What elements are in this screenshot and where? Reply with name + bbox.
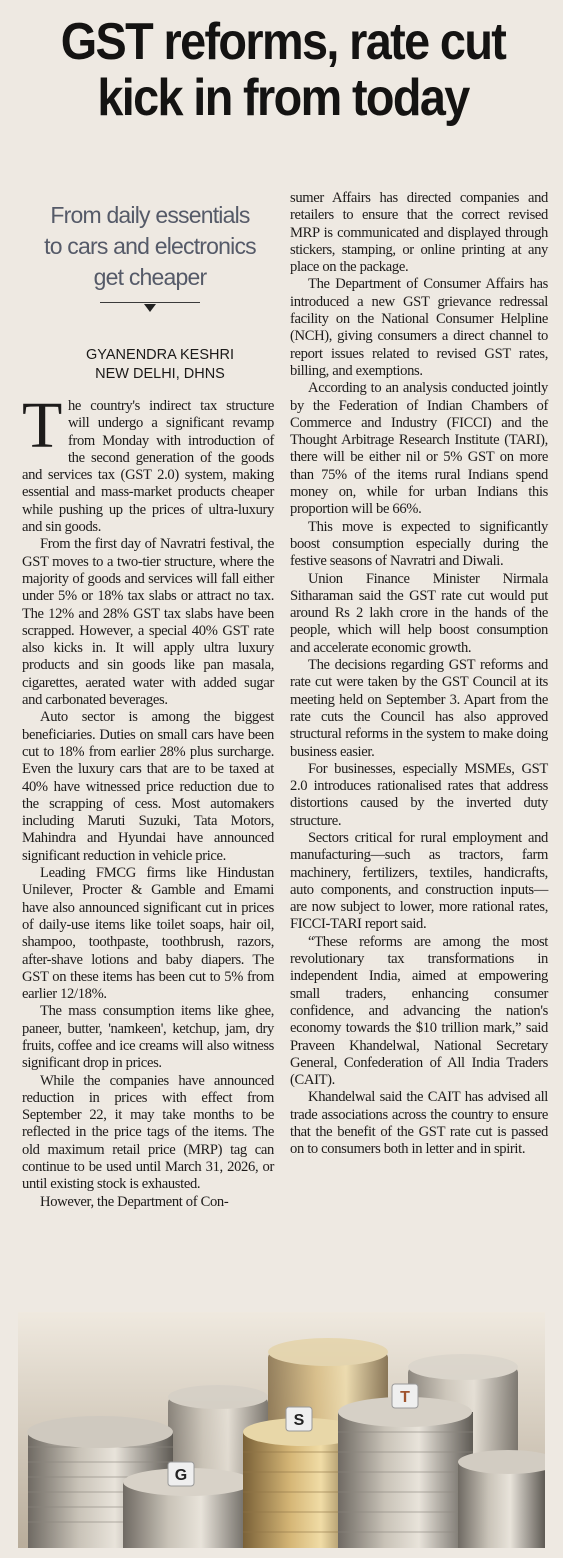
byline — [60, 346, 260, 384]
article-column-2 — [290, 190, 548, 1159]
paragraph-14: Sectors critical for rural employment and manufacturing—such as tractors, farm machinery, fertilizers, textiles, handicrafts, auto components, and construction inputs—are now subject to lower, more rational rates, FICCI-TARI report said. — [290, 829, 548, 933]
paragraph-4: Leading FMCG firms like Hindustan Unilever, Procter & Gamble and Emami have also announced significant cut in prices of daily-use items like toilet soaps, hair oil, shampoo, toothpaste, toothbrush, razors, after-shave lotions and baby diapers. The GST on these items has been cut to 5% from earlier 12/18%. — [22, 865, 274, 1003]
tile-g — [168, 1462, 194, 1486]
tile-s — [286, 1407, 312, 1431]
headline-line-1: GST reforms, rate cut — [60, 13, 506, 71]
paragraph-7: However, the Department of Con- — [40, 1193, 229, 1210]
coin-stack-t — [338, 1397, 473, 1548]
coins-illustration — [18, 1312, 545, 1548]
coin-stack-right — [458, 1450, 545, 1548]
paragraph-1 — [22, 389, 274, 536]
deck-divider-arrow-icon — [144, 304, 156, 312]
paragraph-2: From the first day of Navratri festival, the GST moves to a two-tier structure, where the majority of goods and services will fall either under 5% or 18% tax slabs or attract no tax. The 12% and 28% GST tax slabs have been scrapped. However, a special 40% GST rate also kicks in. It will apply ultra luxury products and sin goods like pan masala, cigarettes, aerated water with added sugar and carbonated beverages. — [22, 536, 274, 709]
tile-t — [392, 1384, 418, 1408]
paragraph-6: While the companies have announced reduction in prices with effect from September 22, it may take months to be reflected in the price tags of the items. The old maximum retail price (MRP) tag can continue to be used until March 31, 2026, or until existing stock is exhausted. — [22, 1072, 274, 1193]
deck-line-2: to cars and electronics — [44, 233, 256, 259]
deck-line-1: From daily essentials — [50, 202, 250, 228]
paragraph-10: This move is expected to significantly boost consumption especially during the festive seasons of Navratri and Diwali. — [290, 518, 548, 570]
coins-photo — [18, 1312, 545, 1548]
deck — [40, 200, 260, 293]
paragraph-1-text: he country's indirect tax structure will undergo a significant revamp from Monday with introduction of the second generation of the goods and services tax (GST 2.0) system, making essential and mass-market products cheaper while pushing up the prices of ultra-luxury and sin goods. — [22, 398, 274, 536]
drop-cap: T — [22, 389, 62, 462]
paragraph-continued: sumer Affairs has directed companies and retailers to ensure that the correct revised MRP is communicated and displayed through stickers, stamping, or online printing at any place on the package. — [290, 190, 548, 276]
tile-s-letter: S — [293, 1412, 305, 1429]
tile-t-letter: T — [400, 1389, 410, 1406]
paragraph-13: For businesses, especially MSMEs, GST 2.0 introduces rationalised rates that address distortions caused by the inverted duty structure. — [290, 760, 548, 829]
tile-g-letter: G — [174, 1467, 188, 1484]
headline — [36, 14, 531, 126]
paragraph-12: The decisions regarding GST reforms and rate cut were taken by the GST Council at its meeting held on September 3. Apart from the rate cuts the Council has also approved structural reforms in the system to make doing business easier. — [290, 657, 548, 760]
byline-name: GYANENDRA KESHRI — [86, 347, 234, 363]
paragraph-11: Union Finance Minister Nirmala Sitharaman said the GST rate cut would put around Rs 2 lakh crore in the hands of the people, which will help boost consumption and accelerate economic growth. — [290, 570, 548, 656]
deck-line-3: get cheaper — [93, 264, 207, 290]
paragraph-5: The mass consumption items like ghee, paneer, butter, 'namkeen', ketchup, jam, dry fruits, coffee and ice creams will also witness significant drop in prices. — [22, 1003, 274, 1072]
headline-line-2: kick in from today — [97, 69, 469, 127]
paragraph-16: Khandelwal said the CAIT has advised all trade associations across the country to ensure that the benefit of the GST rate cut is passed on to consumers both in letter and in spirit. — [290, 1089, 548, 1158]
byline-place: NEW DELHI, DHNS — [95, 366, 225, 382]
paragraph-8: The Department of Consumer Affairs has introduced a new GST grievance redressal facility on the National Consumer Helpline (NCH), giving consumers a direct channel to report issues related to revised GST rates, billing, and exemptions. — [290, 276, 548, 379]
article-column-1 — [22, 389, 274, 1211]
paragraph-3: Auto sector is among the biggest beneficiaries. Duties on small cars have been cut to 18% from earlier 28% plus surcharge. Even the luxury cars that are to be taxed at 40% have witnessed price reduction due to the scrapping of cess. Most automakers including Maruti Suzuki, Tata Motors, Mahindra and Hyundai have announced significant reduction in vehicle price. — [22, 709, 274, 864]
paragraph-15: “These reforms are among the most revolutionary tax transformations in independent India, aimed at empowering small traders, enhancing consumer confidence, and advancing the nation's economy towards the $10 trillion mark,” said Praveen Khandelwal, National Secretary General, Confederation of All India Traders (CAIT). — [290, 933, 548, 1089]
paragraph-9: According to an analysis conducted jointly by the Federation of Indian Chambers of Commerce and Industry (FICCI) and the Thought Arbitrage Research Institute (TARI), there will be either nil or 5% GST on more than 75% of the items rural Indians spend money on, while for urban Indians this proportion will be 66%. — [290, 380, 548, 518]
deck-divider — [100, 302, 200, 303]
